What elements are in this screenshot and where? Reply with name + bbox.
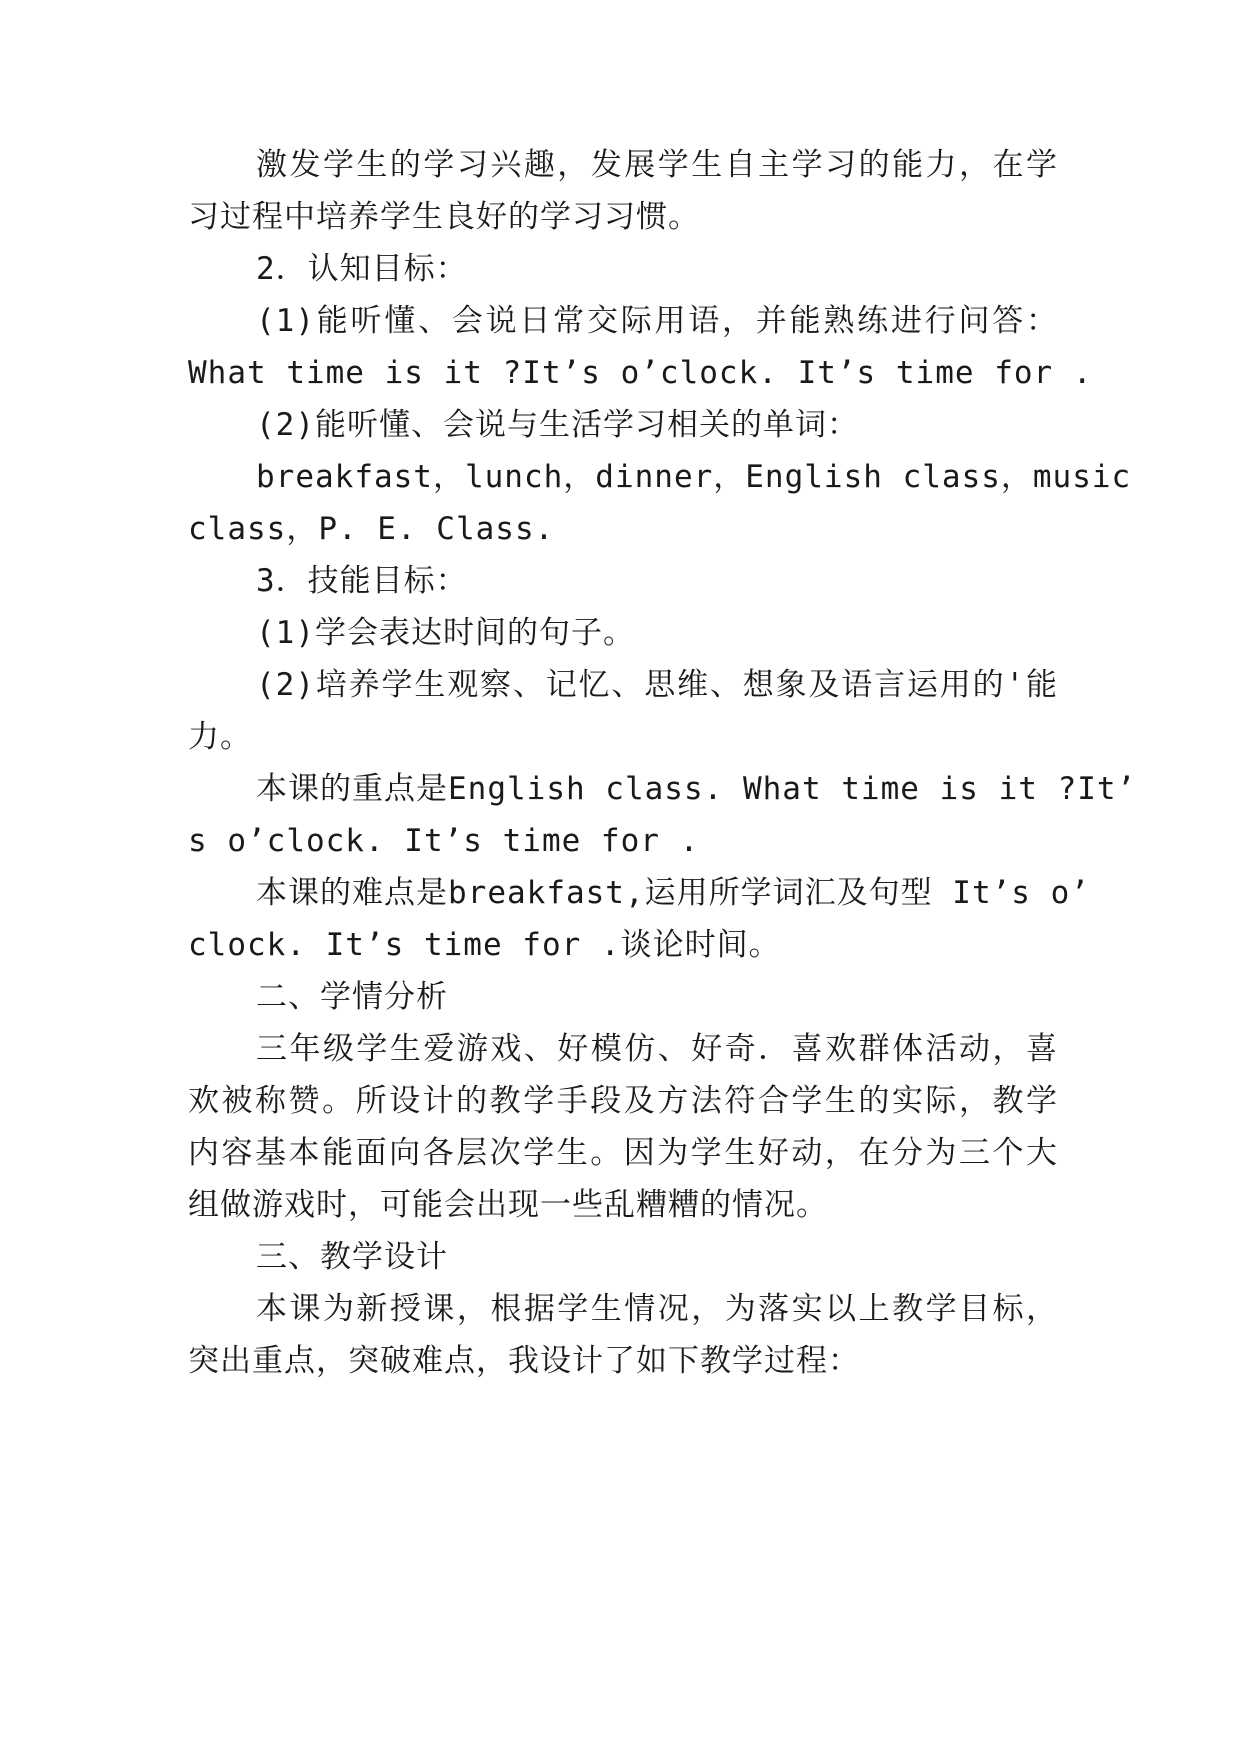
paragraph-line: 力。 [188, 719, 252, 755]
paragraph-line: 突出重点，突破难点，我设计了如下教学过程： [188, 1343, 860, 1379]
paragraph-line: clock. It’s time for .谈论时间。 [188, 927, 781, 963]
paragraph-line: 组做游戏时，可能会出现一些乱糟糟的情况。 [188, 1187, 828, 1223]
section-heading: 3．技能目标： [256, 563, 468, 599]
paragraph-line: 习过程中培养学生良好的学习习惯。 [188, 199, 700, 235]
paragraph-line: (2)能听懂、会说与生活学习相关的单词： [256, 407, 859, 443]
paragraph-line: (1)能听懂、会说日常交际用语，并能熟练进行问答： [256, 303, 1058, 339]
paragraph-line: (2)培养学生观察、记忆、思维、想象及语言运用的'能 [256, 667, 1058, 703]
paragraph-line: 本课的重点是English class. What time is it ?It’ [256, 771, 1137, 807]
paragraph-line: What time is it ?It’s o’clock. It’s time for . [188, 355, 1093, 391]
paragraph-line: 三年级学生爱游戏、好模仿、好奇．喜欢群体活动，喜 [256, 1031, 1058, 1067]
paragraph-line: class，P. E. Class. [188, 511, 555, 547]
paragraph-line: 本课的难点是breakfast,运用所学词汇及句型 It’s o’ [256, 875, 1090, 911]
section-heading: 三、教学设计 [256, 1239, 448, 1275]
paragraph-line: s o’clock. It’s time for . [188, 823, 700, 859]
section-heading: 2．认知目标： [256, 251, 468, 287]
section-heading: 二、学情分析 [256, 979, 448, 1015]
paragraph-line: (1)学会表达时间的句子。 [256, 615, 635, 651]
paragraph-line: 激发学生的学习兴趣，发展学生自主学习的能力，在学 [256, 147, 1058, 183]
paragraph-line: 内容基本能面向各层次学生。因为学生好动，在分为三个大 [188, 1135, 1058, 1171]
paragraph-line: 欢被称赞。所设计的教学手段及方法符合学生的实际，教学 [188, 1083, 1058, 1119]
paragraph-line: 本课为新授课，根据学生情况，为落实以上教学目标， [256, 1291, 1058, 1327]
paragraph-line: breakfast，lunch，dinner，English class，music [256, 459, 1132, 495]
